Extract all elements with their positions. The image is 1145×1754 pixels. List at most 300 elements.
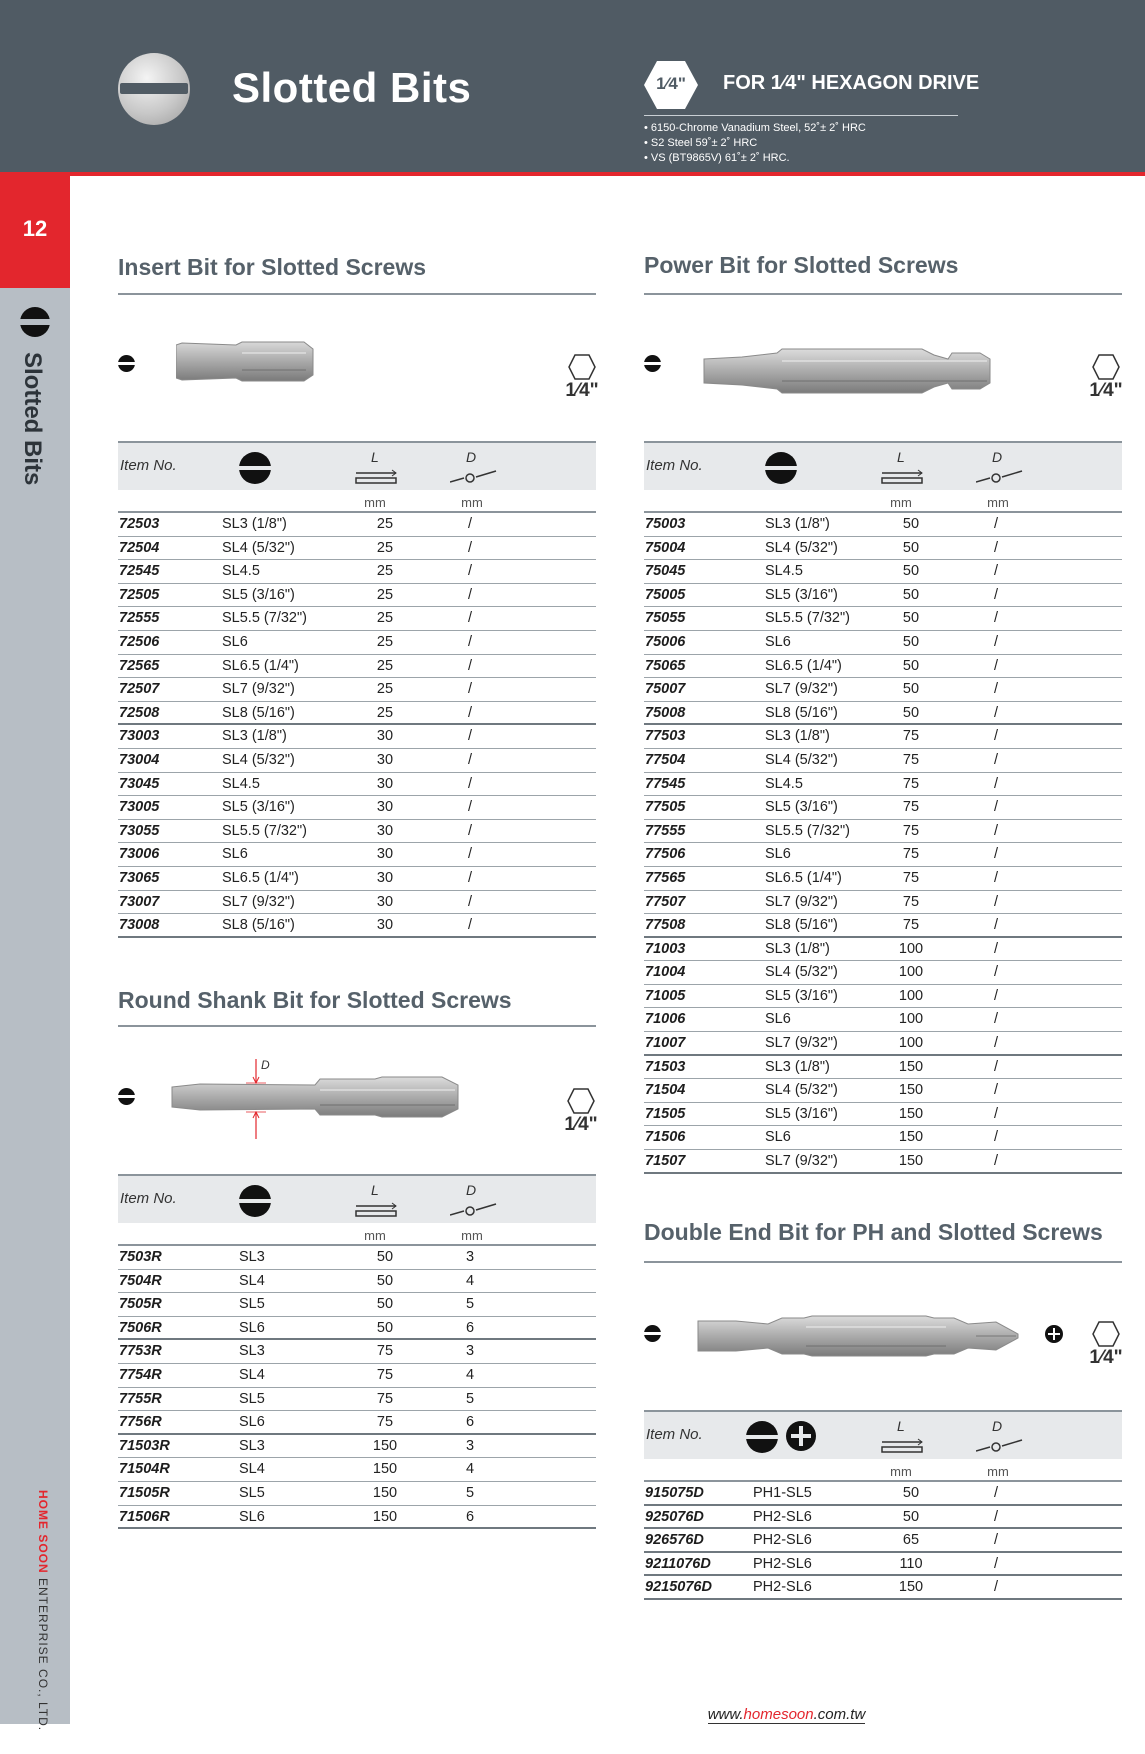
hex-badge-label: 1⁄4" [656,74,686,93]
diameter-value: 6 [465,1414,475,1431]
diameter-value: / [467,563,473,580]
company-name [36,1490,50,1731]
length-value: 50 [902,516,920,532]
size-spec: SL4.5 [222,775,260,792]
diameter-value: / [993,846,999,863]
item-number: 73065 [119,869,160,886]
item-number: 72508 [119,704,160,721]
size-spec: SL4 (5/32") [765,751,838,768]
length-value: 50 [902,657,920,674]
insert-bit-title: Insert Bit for Slotted Screws [118,254,427,280]
length-unit: mm [364,1228,386,1243]
table-row [118,773,596,797]
length-value: 75 [376,1390,394,1407]
length-value: 25 [376,586,394,603]
material-note: • VS (BT9865V) 61˚± 2˚ HRC. [644,152,790,164]
size-spec: SL6.5 (1/4") [765,869,842,886]
item-no-header: Item No. [646,457,703,474]
length-value: 75 [902,869,920,886]
item-number: 73003 [119,728,160,745]
table-row [118,1364,596,1388]
size-spec: SL7 (9/32") [765,1153,838,1170]
size-spec: SL5 [239,1390,265,1407]
diameter-value: / [467,728,473,745]
diameter-value: / [993,516,999,532]
table-body [644,1482,1122,1600]
double-end-title: Double End Bit for PH and Slotted Screws [644,1219,1103,1245]
table-row [118,678,596,702]
length-unit: mm [890,495,912,510]
size-spec: SL5 [239,1484,265,1501]
size-spec: SL6.5 (1/4") [765,657,842,674]
drive-title: FOR 1⁄4" HEXAGON DRIVE [723,72,980,94]
table-row [118,655,596,679]
size-spec: SL6 [765,1129,791,1146]
item-number: 77507 [645,893,686,910]
length-value: 110 [899,1555,923,1572]
phillips-icon [786,1421,816,1451]
hex-size-indicator [1086,1321,1126,1369]
round-shank-rule [118,1025,596,1027]
length-value: 100 [898,940,924,957]
length-value: 50 [902,586,920,603]
item-number: 71007 [645,1035,686,1052]
power-bit-image [702,347,992,395]
length-value: 50 [902,681,920,698]
insert-bit-table [118,441,596,938]
length-value: 30 [376,822,394,839]
hexagon-icon [568,354,596,380]
size-spec: SL3 (1/8") [222,516,287,532]
size-spec: SL6 [239,1319,265,1336]
table-row [644,513,1122,537]
diameter-value: / [993,822,999,839]
size-spec: SL5 (3/16") [765,987,838,1004]
slotted-icon [118,355,135,372]
table-row [118,607,596,631]
diameter-value: 4 [465,1461,475,1478]
table-row [644,914,1122,938]
table-body [118,513,596,938]
item-number: 9211076D [645,1555,711,1572]
diameter-value: / [467,610,473,627]
length-value: 50 [902,704,920,721]
slotted-icon [118,1088,135,1105]
length-value: 50 [902,610,920,627]
length-value: 100 [898,1011,924,1028]
size-spec: SL4 (5/32") [765,964,838,981]
length-value: 50 [902,539,920,556]
material-note: • 6150-Chrome Vanadium Steel, 52˚± 2˚ HRC [644,122,866,134]
table-row [644,1506,1122,1530]
diameter-icon [450,469,498,485]
table-row [118,725,596,749]
diameter-value: / [467,539,473,556]
diameter-value: / [993,775,999,792]
size-spec: SL3 [239,1437,265,1454]
url-domain: homesoon [743,1706,814,1723]
size-spec: SL6 [765,1011,791,1028]
size-spec: SL4 [239,1272,265,1289]
item-number: 72506 [119,633,160,650]
table-row [118,631,596,655]
item-number: 7504R [119,1272,162,1289]
size-spec: SL3 (1/8") [765,940,830,957]
diameter-value: 5 [465,1296,475,1313]
diameter-value: / [993,1035,999,1052]
item-number: 77503 [645,728,686,745]
table-row [118,584,596,608]
item-number: 7754R [119,1366,162,1383]
diameter-value: / [993,917,999,934]
item-number: 71506 [645,1129,686,1146]
table-row [644,773,1122,797]
table-row [118,1317,596,1341]
size-spec: SL5 (3/16") [765,799,838,816]
size-spec: SL4.5 [765,563,803,580]
size-spec: SL4 (5/32") [222,751,295,768]
power-bit-rule [644,293,1122,295]
table-row [644,961,1122,985]
length-value: 75 [376,1343,394,1360]
size-spec: SL6 [239,1508,265,1525]
length-value: 50 [376,1296,394,1313]
table-row [644,560,1122,584]
item-number: 75065 [645,657,686,674]
table-row [644,985,1122,1009]
length-value: 25 [376,563,394,580]
length-value: 30 [376,728,394,745]
diameter-value: / [467,586,473,603]
diameter-header: D [992,449,1003,465]
table-row [118,749,596,773]
length-value: 30 [376,869,394,886]
material-note: • S2 Steel 59˚± 2˚ HRC [644,137,758,149]
size-spec: SL3 (1/8") [765,516,830,532]
length-value: 75 [902,846,920,863]
round-shank-bit-image [170,1055,460,1140]
round-shank-title: Round Shank Bit for Slotted Screws [118,987,512,1013]
item-number: 77565 [645,869,686,886]
table-row [118,1482,596,1506]
hexagon-icon [567,1088,595,1114]
size-spec: SL3 (1/8") [765,728,830,745]
diameter-value: 4 [465,1272,475,1289]
table-row [118,537,596,561]
diameter-value: / [993,751,999,768]
diameter-value: / [467,704,473,721]
table-row [118,1340,596,1364]
size-spec: PH2-SL6 [753,1508,812,1525]
table-row [644,891,1122,915]
slotted-icon [746,1421,778,1453]
table-row [118,1270,596,1294]
table-row [118,796,596,820]
table-row [644,1079,1122,1103]
size-spec: SL8 (5/16") [222,704,295,721]
item-number: 71504R [119,1461,170,1478]
diameter-value: / [467,775,473,792]
diameter-value: 5 [465,1390,475,1407]
diameter-value: / [467,822,473,839]
length-value: 100 [898,964,924,981]
length-value: 100 [898,1035,924,1052]
size-spec: SL5.5 (7/32") [222,610,307,627]
item-number: 71505R [119,1484,170,1501]
item-number: 71004 [645,964,686,981]
length-icon [354,1202,398,1218]
table-row [118,914,596,938]
size-spec: SL7 (9/32") [222,893,295,910]
table-row [118,1506,596,1530]
table-row [644,1032,1122,1056]
item-no-header: Item No. [120,457,177,474]
item-number: 73045 [119,775,160,792]
table-row [644,725,1122,749]
diameter-value: / [993,987,999,1004]
table-row [118,1293,596,1317]
item-number: 7756R [119,1414,162,1431]
diameter-icon [976,469,1024,485]
item-number: 71506R [119,1508,170,1525]
size-spec: SL4 [239,1461,265,1478]
length-value: 75 [902,751,920,768]
table-row [118,867,596,891]
table-row [644,537,1122,561]
length-value: 150 [898,1129,924,1146]
insert-bit-image [176,341,314,383]
diameter-value: / [993,1011,999,1028]
table-row [118,891,596,915]
length-value: 50 [902,1508,920,1525]
item-number: 925076D [645,1508,704,1525]
length-value: 25 [376,516,394,532]
company-brand: HOME SOON [36,1490,50,1574]
table-row [644,867,1122,891]
size-spec: SL7 (9/32") [765,681,838,698]
size-spec: SL3 [239,1249,265,1265]
length-value: 150 [898,1058,924,1075]
slotted-screw-head-icon [118,53,190,125]
power-bit-table [644,441,1122,1174]
diameter-value: / [993,1153,999,1170]
diameter-value: / [993,539,999,556]
url-prefix: www. [707,1706,744,1723]
diameter-value: / [993,1485,999,1501]
table-row [644,702,1122,726]
size-spec: PH2-SL6 [753,1555,812,1572]
item-number: 77555 [645,822,686,839]
size-spec: SL3 (1/8") [765,1058,830,1075]
length-header: L [371,449,379,465]
item-number: 73005 [119,799,160,816]
diameter-unit: mm [461,1228,483,1243]
hex-size-indicator [561,1088,601,1136]
length-value: 25 [376,681,394,698]
diameter-value: / [993,1508,999,1525]
size-spec: SL4.5 [765,775,803,792]
size-spec: SL6 [222,633,248,650]
diameter-value: / [993,869,999,886]
item-number: 7755R [119,1390,162,1407]
diameter-unit: mm [461,495,483,510]
item-no-header: Item No. [646,1426,703,1443]
length-value: 25 [376,704,394,721]
size-spec: SL5 (3/16") [765,586,838,603]
size-spec: SL8 (5/16") [765,704,838,721]
size-spec: SL3 (1/8") [222,728,287,745]
hex-size-label: 1⁄4" [565,380,599,401]
diameter-value: / [993,799,999,816]
hex-size-indicator [1086,354,1126,402]
length-value: 25 [376,633,394,650]
diameter-value: / [993,1058,999,1075]
item-number: 75003 [645,516,686,532]
item-number: 77508 [645,917,686,934]
diameter-icon [976,1438,1024,1454]
diameter-value: / [993,563,999,580]
size-spec: SL3 [239,1343,265,1360]
table-row [644,631,1122,655]
length-value: 50 [902,563,920,580]
item-number: 71505 [645,1105,686,1122]
diameter-unit: mm [987,1464,1009,1479]
sidebar-label [0,352,70,492]
diameter-value: / [467,869,473,886]
hexagon-icon [1092,1321,1120,1347]
size-spec: SL5 (3/16") [765,1105,838,1122]
double-end-rule [644,1261,1122,1263]
diameter-header: D [466,449,477,465]
size-spec: SL8 (5/16") [222,917,295,934]
diameter-value: / [467,799,473,816]
diameter-header: D [992,1418,1003,1434]
item-number: 75008 [645,704,686,721]
table-row [118,1435,596,1459]
length-value: 30 [376,846,394,863]
size-spec: SL5.5 (7/32") [765,610,850,627]
diameter-value: / [993,964,999,981]
length-value: 150 [898,1153,924,1170]
hex-size-label: 1⁄4" [1089,380,1123,401]
double-end-table [644,1410,1122,1600]
table-row [118,560,596,584]
table-row [644,1553,1122,1577]
length-value: 150 [898,1105,924,1122]
website-url[interactable] [0,1706,1145,1723]
table-header [644,1410,1122,1482]
sidebar-label-text: Slotted Bits [19,352,46,486]
diameter-value: 5 [465,1484,475,1501]
table-row [644,1056,1122,1080]
item-number: 77505 [645,799,686,816]
length-icon [880,1438,924,1454]
length-value: 30 [376,893,394,910]
table-row [118,513,596,537]
diameter-value: / [993,1129,999,1146]
length-value: 25 [376,610,394,627]
item-number: 71507 [645,1153,686,1170]
table-row [118,702,596,726]
hex-size-label: 1⁄4" [1089,1347,1123,1368]
size-spec: SL4.5 [222,563,260,580]
table-row [644,1576,1122,1600]
round-shank-table [118,1174,596,1529]
item-number: 71006 [645,1011,686,1028]
table-row [644,607,1122,631]
table-row [644,749,1122,773]
item-number: 72545 [119,563,160,580]
length-value: 75 [902,893,920,910]
length-value: 150 [372,1484,398,1501]
length-value: 75 [902,775,920,792]
length-value: 65 [902,1532,920,1549]
diameter-value: 3 [465,1343,475,1360]
item-number: 71003 [645,940,686,957]
item-number: 77545 [645,775,686,792]
item-number: 73006 [119,846,160,863]
length-header: L [897,1418,905,1434]
length-value: 150 [898,1579,924,1596]
diameter-unit: mm [987,495,1009,510]
item-number: 75004 [645,539,686,556]
table-row [118,1388,596,1412]
item-number: 73004 [119,751,160,768]
size-spec: SL6.5 (1/4") [222,657,299,674]
diameter-value: / [993,1105,999,1122]
size-spec: SL7 (9/32") [765,1035,838,1052]
size-spec: SL4 (5/32") [765,1082,838,1099]
size-spec: SL6 [239,1414,265,1431]
size-spec: SL6.5 (1/4") [222,869,299,886]
item-number: 77504 [645,751,686,768]
size-spec: SL5 [239,1296,265,1313]
hexagon-icon [1092,354,1120,380]
item-number: 73008 [119,917,160,934]
diameter-value: / [993,1555,999,1572]
diameter-value: 3 [465,1437,475,1454]
diameter-value: / [993,893,999,910]
length-value: 30 [376,751,394,768]
table-row [644,796,1122,820]
length-value: 50 [376,1249,394,1265]
size-spec: SL5 (3/16") [222,799,295,816]
length-value: 25 [376,657,394,674]
item-number: 72504 [119,539,160,556]
item-number: 7753R [119,1343,162,1360]
length-value: 30 [376,799,394,816]
length-value: 50 [376,1272,394,1289]
diameter-value: / [993,610,999,627]
diameter-value: / [993,704,999,721]
size-spec: PH2-SL6 [753,1579,812,1596]
length-header: L [371,1182,379,1198]
table-row [644,678,1122,702]
size-spec: SL4 (5/32") [222,539,295,556]
diameter-value: / [467,893,473,910]
item-number: 73007 [119,893,160,910]
slotted-icon [644,1325,661,1342]
length-value: 75 [902,728,920,745]
table-body [644,513,1122,1174]
diameter-value: / [993,1579,999,1596]
diameter-value: / [467,681,473,698]
insert-bit-rule [118,293,596,295]
diameter-value: / [467,917,473,934]
diameter-value: / [993,1082,999,1099]
table-row [644,584,1122,608]
item-number: 71005 [645,987,686,1004]
